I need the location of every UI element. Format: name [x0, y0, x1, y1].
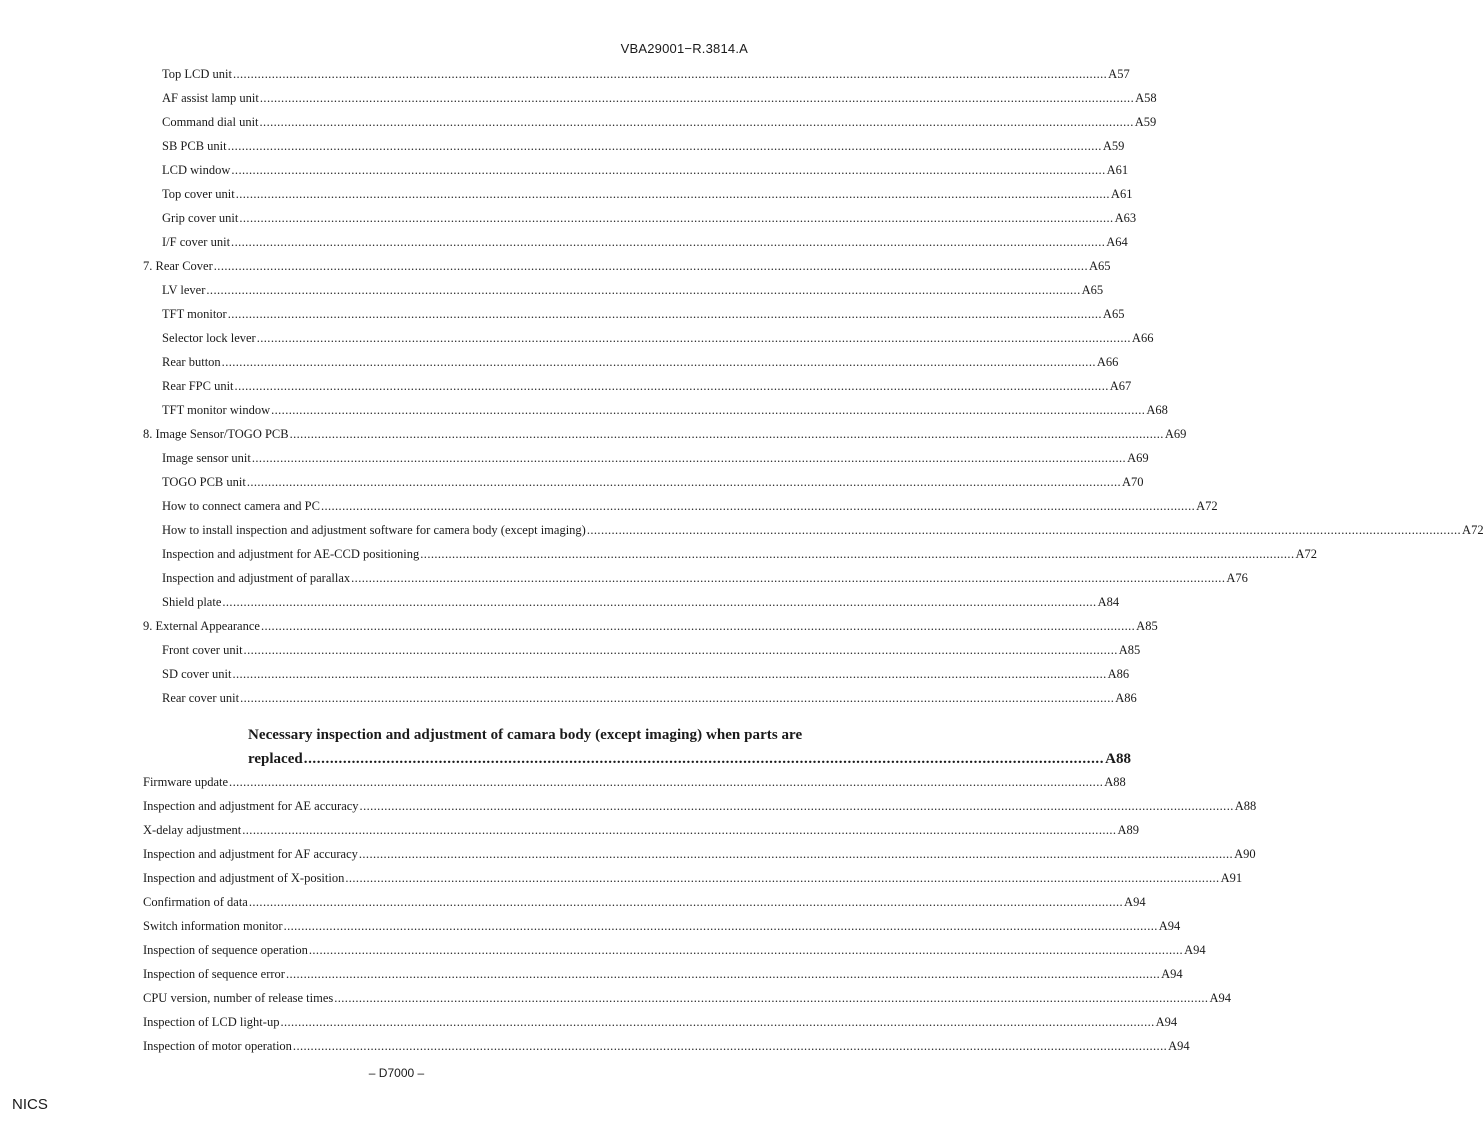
dot-leader — [257, 328, 1131, 348]
dot-leader — [247, 472, 1121, 492]
toc-entry-page: A69 — [1127, 451, 1149, 465]
toc-entry-label: Switch information monitor — [143, 919, 283, 933]
dot-leader — [271, 400, 1145, 420]
toc-entry[interactable] — [162, 664, 1130, 684]
toc-entry-label: Top cover unit — [162, 187, 235, 201]
toc-entry[interactable] — [162, 280, 1104, 300]
dot-leader — [360, 796, 1234, 816]
toc-entry-label: Selector lock lever — [162, 331, 256, 345]
dot-leader — [236, 184, 1110, 204]
toc-entry-label: Grip cover unit — [162, 211, 239, 225]
toc-entry[interactable] — [143, 1036, 1190, 1056]
dot-leader — [222, 352, 1096, 372]
toc-entry-label: SB PCB unit — [162, 139, 227, 153]
toc-entry[interactable] — [162, 352, 1119, 372]
toc-entry-label: How to connect camera and PC — [162, 499, 320, 513]
toc-entry-page: A88 — [1234, 799, 1257, 813]
dot-leader — [231, 160, 1105, 180]
toc-entry-label: TOGO PCB unit — [162, 475, 246, 489]
toc-entry[interactable] — [162, 520, 1484, 540]
toc-entry-page: A89 — [1117, 823, 1139, 837]
toc-entry[interactable] — [162, 160, 1129, 180]
dot-leader — [214, 256, 1088, 276]
dot-leader — [244, 640, 1118, 660]
toc-entry-label: Shield plate — [162, 595, 222, 609]
toc-entry-label: LCD window — [162, 163, 231, 177]
toc-entry-page: A85 — [1118, 643, 1141, 657]
dot-leader — [249, 892, 1123, 912]
toc-entry-page: A94 — [1124, 895, 1146, 909]
dot-leader — [304, 748, 1104, 770]
dot-leader — [351, 568, 1225, 588]
toc-entry[interactable] — [162, 112, 1157, 132]
toc-entry[interactable] — [162, 448, 1149, 468]
section-title-word: replaced — [248, 751, 303, 767]
toc-entry-label: How to install inspection and adjustment software for camera body (except imaging) — [162, 523, 586, 537]
toc-entry-label: SD cover unit — [162, 667, 232, 681]
toc-entry-label: Top LCD unit — [162, 67, 232, 81]
dot-leader — [334, 988, 1208, 1008]
toc-entry-page: A90 — [1234, 847, 1256, 861]
dot-leader — [206, 280, 1080, 300]
toc-entry-label: TFT monitor — [162, 307, 227, 321]
section-title-line1: Necessary inspection and adjustment of camara body (except imaging) when parts are — [248, 727, 803, 743]
toc-entry-page: A84 — [1097, 595, 1120, 609]
dot-leader — [284, 916, 1158, 936]
dot-leader — [260, 112, 1134, 132]
toc-entry[interactable] — [143, 892, 1146, 912]
toc-entry[interactable] — [162, 688, 1137, 708]
toc-entry[interactable] — [162, 592, 1120, 612]
toc-entry[interactable] — [162, 376, 1132, 396]
toc-entry[interactable] — [143, 940, 1206, 960]
page-footer-label: – D7000 – — [368, 1066, 425, 1080]
dot-leader — [321, 496, 1195, 516]
toc-entry-page: A61 — [1110, 187, 1133, 201]
toc-entry-page: A94 — [1158, 919, 1181, 933]
toc-entry-page: A72 — [1462, 523, 1484, 537]
toc-entry-page: A61 — [1106, 163, 1129, 177]
toc-entry-page: A76 — [1226, 571, 1248, 585]
toc-entry-label: Inspection and adjustment of parallax — [162, 571, 351, 585]
toc-entry-label: AF assist lamp unit — [162, 91, 259, 105]
toc-entry-page: A69 — [1164, 427, 1187, 441]
toc-entry-page: A59 — [1102, 139, 1125, 153]
toc-entry[interactable] — [143, 424, 1187, 444]
toc-entry[interactable] — [143, 1012, 1178, 1032]
toc-entry-label: I/F cover unit — [162, 235, 231, 249]
toc-entry-label: Rear cover unit — [162, 691, 240, 705]
dot-leader — [293, 1036, 1167, 1056]
toc-entry-page: A86 — [1107, 667, 1130, 681]
toc-entry[interactable] — [143, 916, 1181, 936]
toc-entry-page: A59 — [1134, 115, 1157, 129]
toc-entry-page: A66 — [1131, 331, 1154, 345]
toc-entry-label: CPU version, number of release times — [143, 991, 334, 1005]
dot-leader — [232, 664, 1106, 684]
toc-entry[interactable] — [162, 568, 1248, 588]
dot-leader — [228, 136, 1102, 156]
toc-entry-label: 9. External Appearance — [143, 619, 260, 633]
toc-entry-label: Image sensor unit — [162, 451, 251, 465]
toc-entry-label: X-delay adjustment — [143, 823, 242, 837]
toc-entry-page: A65 — [1088, 259, 1111, 273]
toc-entry[interactable] — [143, 868, 1243, 888]
toc-entry[interactable] — [143, 616, 1158, 636]
toc-entry-page: A70 — [1122, 475, 1144, 489]
dot-leader — [242, 820, 1116, 840]
toc-entry-page: A94 — [1184, 943, 1206, 957]
toc-entry-label: Front cover unit — [162, 643, 243, 657]
toc-entry-page: A58 — [1135, 91, 1157, 105]
toc-entry-label: Command dial unit — [162, 115, 259, 129]
toc-entry-page: A67 — [1109, 379, 1132, 393]
toc-entry-label: Inspection of sequence error — [143, 967, 285, 981]
toc-entry-label: LV lever — [162, 283, 206, 297]
toc-entry-page: A94 — [1161, 967, 1183, 981]
dot-leader — [222, 592, 1096, 612]
toc-entry-label: Inspection and adjustment for AE accuracy — [143, 799, 359, 813]
toc-entry[interactable] — [162, 472, 1144, 492]
toc-entry[interactable] — [143, 988, 1231, 1008]
toc-entry-page: A94 — [1209, 991, 1231, 1005]
dot-leader — [261, 616, 1135, 636]
toc-entry-label: Rear button — [162, 355, 221, 369]
toc-entry[interactable] — [162, 232, 1128, 252]
dot-leader — [345, 868, 1219, 888]
toc-entry-page: A85 — [1136, 619, 1158, 633]
dot-leader — [229, 772, 1103, 792]
toc-entry-label: Firmware update — [143, 775, 229, 789]
dot-leader — [286, 964, 1160, 984]
toc-entry-page: A88 — [1104, 775, 1126, 789]
dot-leader — [231, 232, 1105, 252]
toc-entry-page: A94 — [1168, 1039, 1190, 1053]
toc-entry[interactable] — [162, 88, 1157, 108]
toc-entry-label: Inspection of motor operation — [143, 1039, 292, 1053]
toc-entry-label: Inspection and adjustment for AF accuracy — [143, 847, 358, 861]
toc-entry-page: A91 — [1220, 871, 1243, 885]
toc-entry[interactable] — [162, 208, 1137, 228]
toc-entry-page: A94 — [1155, 1015, 1178, 1029]
toc-entry-page: A86 — [1115, 691, 1137, 705]
toc-entry-label: Confirmation of data — [143, 895, 248, 909]
dot-leader — [309, 940, 1183, 960]
dot-leader — [233, 64, 1107, 84]
toc-entry-page: A72 — [1295, 547, 1317, 561]
document-code: VBA29001−R.3814.A — [620, 41, 748, 56]
toc-entry-page: A68 — [1146, 403, 1168, 417]
toc-entry-label: Inspection of sequence operation — [143, 943, 308, 957]
toc-entry-label: Inspection and adjustment of X-position — [143, 871, 345, 885]
dot-leader — [359, 844, 1233, 864]
dot-leader — [228, 304, 1102, 324]
toc-entry[interactable] — [143, 256, 1111, 276]
toc-entry-page: A65 — [1081, 283, 1104, 297]
dot-leader — [239, 208, 1113, 228]
brand-footer: NICS — [12, 1096, 48, 1113]
dot-leader — [420, 544, 1294, 564]
dot-leader — [240, 688, 1114, 708]
toc-entry-page: A72 — [1196, 499, 1218, 513]
toc-entry[interactable] — [162, 184, 1133, 204]
toc-entry-page: A57 — [1108, 67, 1130, 81]
dot-leader — [587, 520, 1461, 540]
toc-entry-label: TFT monitor window — [162, 403, 271, 417]
toc-entry[interactable] — [162, 304, 1125, 324]
toc-entry-label: 8. Image Sensor/TOGO PCB — [143, 427, 289, 441]
toc-entry[interactable] — [162, 400, 1168, 420]
dot-leader — [280, 1012, 1154, 1032]
toc-entry[interactable] — [162, 640, 1141, 660]
toc-entry[interactable] — [143, 964, 1183, 984]
toc-entry[interactable] — [162, 496, 1218, 516]
toc-entry[interactable] — [143, 820, 1139, 840]
toc-entry-label: Inspection and adjustment for AE-CCD positioning — [162, 547, 420, 561]
toc-entry[interactable] — [162, 544, 1317, 564]
toc-entry[interactable] — [143, 796, 1257, 816]
dot-leader — [260, 88, 1134, 108]
toc-entry[interactable] — [143, 844, 1256, 864]
toc-entry[interactable] — [162, 64, 1130, 84]
toc-entry[interactable] — [162, 328, 1154, 348]
toc-entry-label: Rear FPC unit — [162, 379, 234, 393]
dot-leader — [252, 448, 1126, 468]
toc-entry-page: A66 — [1096, 355, 1119, 369]
toc-entry-label: 7. Rear Cover — [143, 259, 213, 273]
toc-entry[interactable] — [162, 136, 1125, 156]
toc-entry-page: A64 — [1106, 235, 1128, 249]
toc-entry-page: A63 — [1114, 211, 1137, 225]
dot-leader — [290, 424, 1164, 444]
toc-entry-label: Inspection of LCD light-up — [143, 1015, 280, 1029]
dot-leader — [235, 376, 1109, 396]
section-page-number: A88 — [1105, 751, 1131, 767]
toc-entry[interactable] — [143, 772, 1126, 792]
toc-entry-page: A65 — [1102, 307, 1125, 321]
section-title-line2 — [248, 748, 1131, 770]
